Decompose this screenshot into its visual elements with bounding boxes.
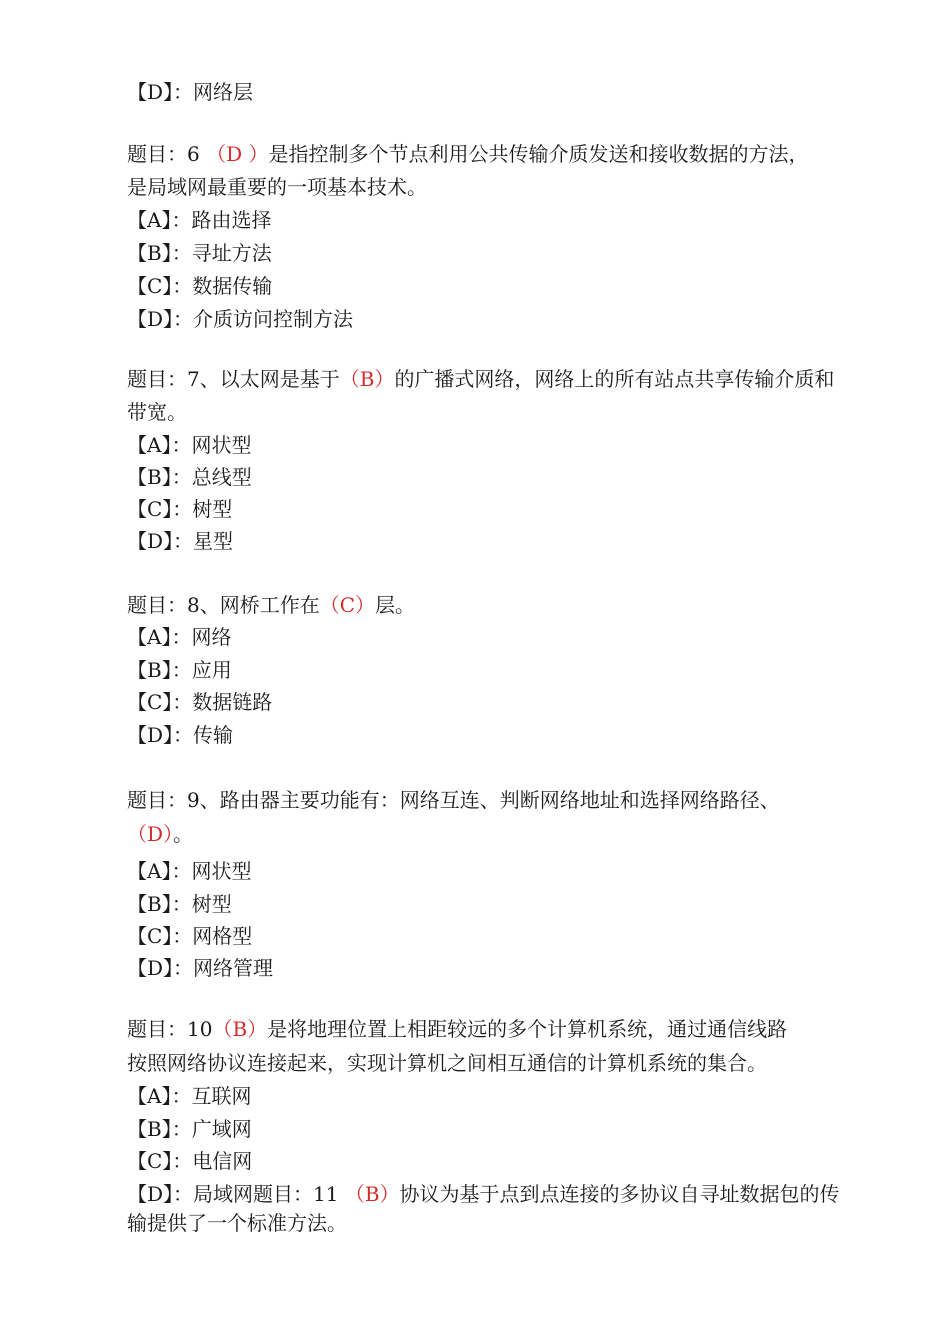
option-line: 【D】：网络管理 xyxy=(127,956,274,980)
option-line: 【D】：传输 xyxy=(127,723,234,747)
question-8-line: 题目：8、网桥工作在（C）层。 xyxy=(127,593,416,617)
option-line: 【C】：电信网 xyxy=(127,1149,253,1173)
answer-mark: （B） xyxy=(344,1182,400,1206)
answer-mark: （B） xyxy=(339,367,395,391)
text-line: 带宽。 xyxy=(127,400,187,424)
option-line: 【C】：网格型 xyxy=(127,924,253,948)
answer-mark: （D） xyxy=(127,822,174,846)
question-9-line: 题目：9、路由器主要功能有：网络互连、判断网络地址和选择网络路径、 xyxy=(127,788,780,812)
question-10-line: 题目：10（B）是将地理位置上相距较远的多个计算机系统，通过通信线路 xyxy=(127,1017,788,1041)
question-6-line: 题目：6 （D ）是指控制多个节点利用公共传输介质发送和接收数据的方法， xyxy=(127,142,809,166)
option-line: 【C】：数据传输 xyxy=(127,274,273,298)
option-line: 【D】：星型 xyxy=(127,529,234,553)
option-line: 【A】：互联网 xyxy=(127,1084,252,1108)
answer-mark: （C） xyxy=(319,593,376,617)
option-line: 【B】：寻址方法 xyxy=(127,241,272,265)
option-line: 【A】：网状型 xyxy=(127,859,252,883)
text-line: 【D】：网络层 xyxy=(127,80,254,104)
text-line: 按照网络协议连接起来，实现计算机之间相互通信的计算机系统的集合。 xyxy=(127,1051,767,1075)
text-line: 输提供了一个标准方法。 xyxy=(127,1211,347,1235)
option-line: 【B】：广域网 xyxy=(127,1117,252,1141)
question-11-line: 【D】：局域网题目：11 （B）协议为基于点到点连接的多协议自寻址数据包的传 xyxy=(127,1182,840,1206)
option-line: 【B】：树型 xyxy=(127,892,232,916)
option-line: 【A】：网络 xyxy=(127,625,232,649)
option-line: 【C】：树型 xyxy=(127,497,233,521)
option-line: 【A】：路由选择 xyxy=(127,208,272,232)
text-line: （D）。 xyxy=(127,822,194,846)
option-line: 【A】：网状型 xyxy=(127,433,252,457)
answer-mark: （B） xyxy=(212,1017,268,1041)
answer-mark: （D ） xyxy=(206,142,269,166)
option-line: 【D】：介质访问控制方法 xyxy=(127,307,354,331)
option-line: 【B】：总线型 xyxy=(127,465,252,489)
text-line: 是局域网最重要的一项基本技术。 xyxy=(127,175,427,199)
option-line: 【B】：应用 xyxy=(127,658,232,682)
option-line: 【C】：数据链路 xyxy=(127,690,273,714)
question-7-line: 题目：7、以太网是基于（B）的广播式网络，网络上的所有站点共享传输介质和 xyxy=(127,367,835,391)
